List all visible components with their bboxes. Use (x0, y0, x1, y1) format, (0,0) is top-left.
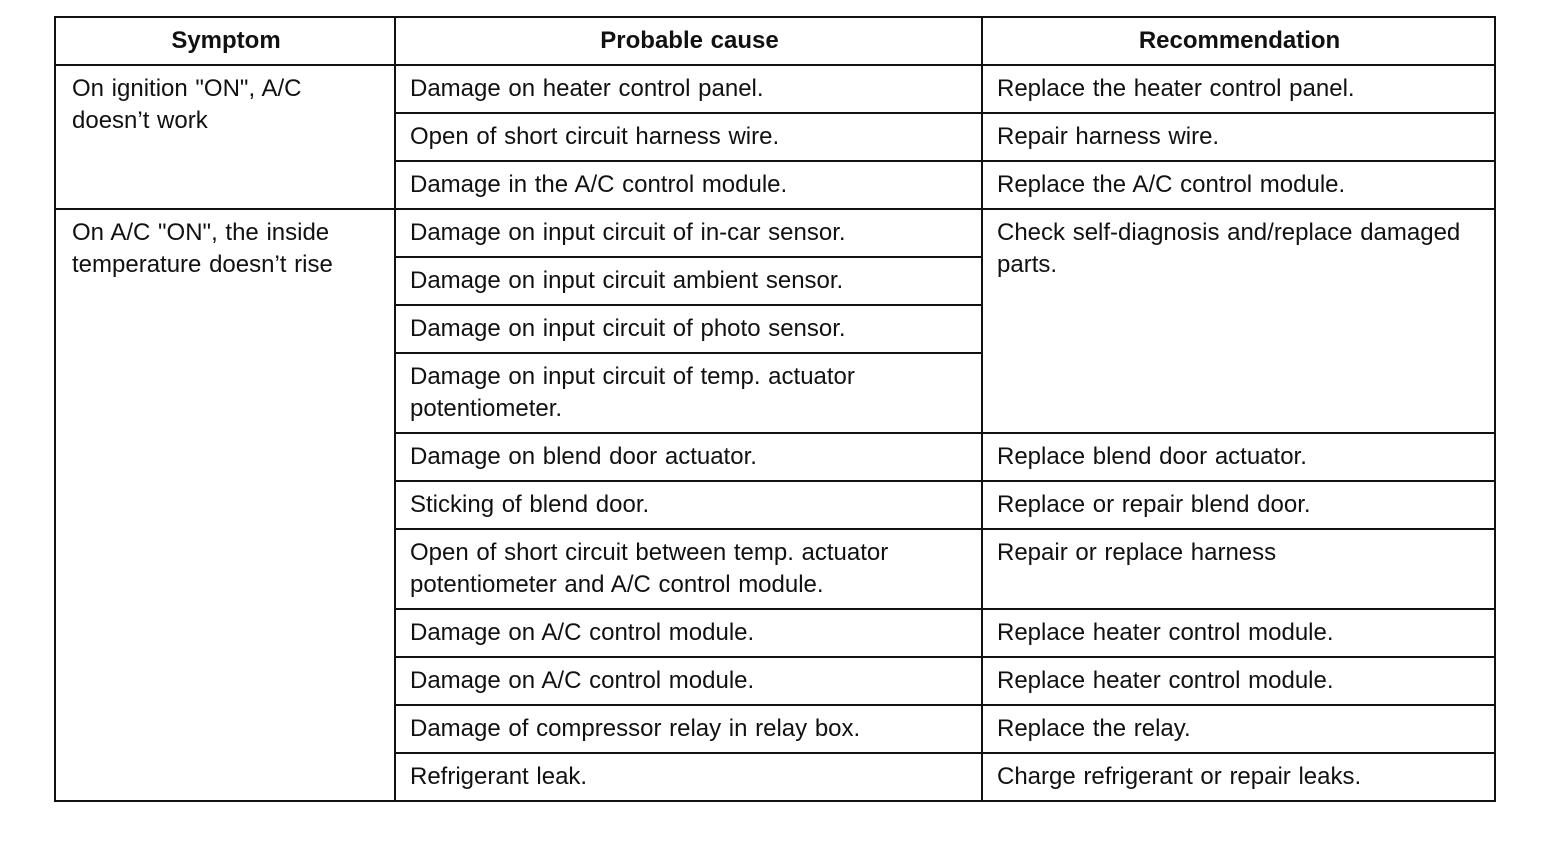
cause-cell: Damage on input circuit of temp. actuator potentiometer. (395, 353, 982, 433)
recommendation-cell: Replace or repair blend door. (982, 481, 1495, 529)
cause-cell: Damage of compressor relay in relay box. (395, 705, 982, 753)
table-row (55, 209, 1495, 257)
cause-cell: Damage on heater control panel. (395, 65, 982, 113)
recommendation-cell: Check self-diagnosis and/replace damaged parts. (982, 209, 1495, 433)
symptom-cell: On A/C "ON", the inside temperature doesn’t rise (55, 209, 395, 801)
recommendation-cell: Replace heater control module. (982, 609, 1495, 657)
cause-cell: Damage on A/C control module. (395, 657, 982, 705)
cause-cell: Damage in the A/C control module. (395, 161, 982, 209)
header-recommendation: Recommendation (982, 17, 1495, 65)
recommendation-cell: Repair or replace harness (982, 529, 1495, 609)
recommendation-cell: Charge refrigerant or repair leaks. (982, 753, 1495, 801)
cause-cell: Damage on input circuit of photo sensor. (395, 305, 982, 353)
cause-cell: Open of short circuit between temp. actuator potentiometer and A/C control module. (395, 529, 982, 609)
cause-cell: Open of short circuit harness wire. (395, 113, 982, 161)
symptom-cell: On ignition "ON", A/C doesn’t work (55, 65, 395, 209)
troubleshooting-table (54, 16, 1496, 802)
cause-cell: Sticking of blend door. (395, 481, 982, 529)
table-row (55, 65, 1495, 113)
recommendation-cell: Repair harness wire. (982, 113, 1495, 161)
cause-cell: Damage on input circuit of in-car sensor. (395, 209, 982, 257)
cause-cell: Damage on A/C control module. (395, 609, 982, 657)
recommendation-cell: Replace the relay. (982, 705, 1495, 753)
table-header-row (55, 17, 1495, 65)
recommendation-cell: Replace the A/C control module. (982, 161, 1495, 209)
cause-cell: Refrigerant leak. (395, 753, 982, 801)
cause-cell: Damage on blend door actuator. (395, 433, 982, 481)
recommendation-cell: Replace heater control module. (982, 657, 1495, 705)
header-probable-cause: Probable cause (395, 17, 982, 65)
cause-cell: Damage on input circuit ambient sensor. (395, 257, 982, 305)
header-symptom: Symptom (55, 17, 395, 65)
recommendation-cell: Replace the heater control panel. (982, 65, 1495, 113)
recommendation-cell: Replace blend door actuator. (982, 433, 1495, 481)
